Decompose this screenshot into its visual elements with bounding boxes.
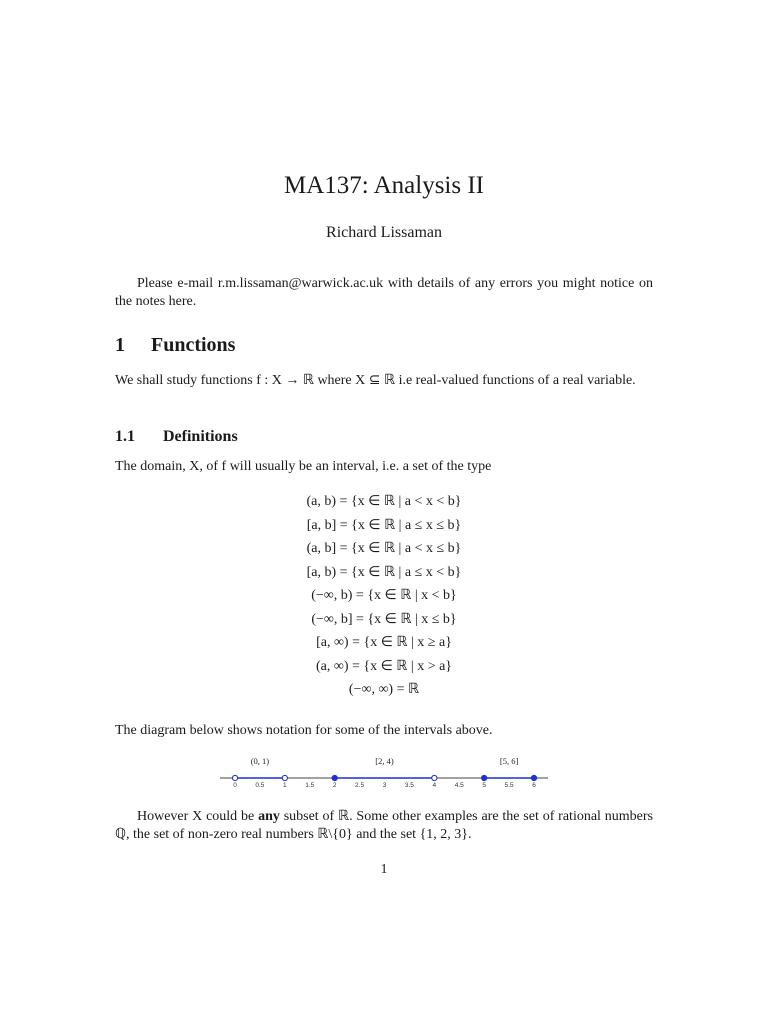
open-endpoint [432, 775, 437, 780]
tick-label: 0 [233, 782, 237, 789]
closed-endpoint [531, 775, 536, 780]
section-heading [115, 334, 235, 357]
closing-text-end: subset of ℝ. Some other examples are the set of rational numbers ℚ, the set of non-zero real numbers ℝ\{0} and the set {1, 2, 3}. [115, 809, 653, 842]
equation: [a, b] = {x ∈ ℝ | a ≤ x ≤ b} [306, 517, 462, 533]
open-endpoint [232, 775, 237, 780]
tick-label: 1.5 [305, 782, 315, 789]
tick-label: 2 [332, 782, 337, 789]
closed-endpoint [482, 775, 487, 780]
equation: (a, ∞) = {x ∈ ℝ | x > a} [315, 658, 453, 674]
subsection-title: Definitions [163, 428, 238, 445]
equation: (a, b] = {x ∈ ℝ | a < x ≤ b} [306, 541, 462, 556]
interval-label: [2, 4) [375, 756, 394, 766]
tick-label: 4.5 [454, 782, 464, 789]
equation: (−∞, b) = {x ∈ ℝ | x < b} [311, 588, 457, 603]
tick-label: 3.5 [404, 782, 414, 789]
equation: (−∞, b] = {x ∈ ℝ | x ≤ b} [311, 611, 457, 627]
section-number: 1 [115, 334, 125, 356]
document-author: Richard Lissaman [326, 224, 442, 241]
closing-emphasis: any [258, 809, 280, 824]
interval-definitions [0, 490, 768, 702]
tick-label: 2.5 [355, 782, 365, 789]
open-endpoint [282, 775, 287, 780]
document-title: MA137: Analysis II [284, 172, 484, 199]
tick-label: 3 [382, 782, 387, 789]
subsection-number: 1.1 [115, 428, 135, 445]
interval-label: (0, 1) [250, 756, 270, 766]
equation: [a, b) = {x ∈ ℝ | a ≤ x < b} [306, 564, 462, 580]
tick-label: 1 [283, 782, 287, 789]
equation: [a, ∞) = {x ∈ ℝ | x ≥ a} [316, 635, 452, 650]
equation: (a, b) = {x ∈ ℝ | a < x < b} [306, 494, 462, 509]
closed-endpoint [332, 775, 337, 780]
tick-label: 0.5 [255, 782, 265, 789]
diagram-caption: The diagram below shows notation for some of the intervals above. [115, 723, 493, 738]
interval-label: [5, 6] [499, 756, 519, 766]
section-title: Functions [151, 334, 236, 356]
interval-number-line [218, 752, 553, 794]
equation: (−∞, ∞) = ℝ [348, 682, 420, 697]
tick-label: 6 [532, 782, 536, 789]
page-number: 1 [380, 862, 388, 877]
tick-label: 5.5 [504, 782, 514, 789]
closing-paragraph [115, 808, 653, 844]
closing-text-start: However X could be [137, 809, 259, 824]
intro-paragraph: Please e-mail r.m.lissaman@warwick.ac.uk with details of any errors you might notice on the notes here. [115, 276, 653, 309]
subsection-heading [115, 428, 238, 446]
section-paragraph: We shall study functions f : X → ℝ where X ⊆ ℝ i.e real-valued functions of a real variable. [115, 373, 636, 388]
tick-label: 4 [432, 782, 437, 789]
tick-label: 5 [482, 782, 486, 789]
domain-paragraph: The domain, X, of f will usually be an interval, i.e. a set of the type [115, 459, 492, 474]
